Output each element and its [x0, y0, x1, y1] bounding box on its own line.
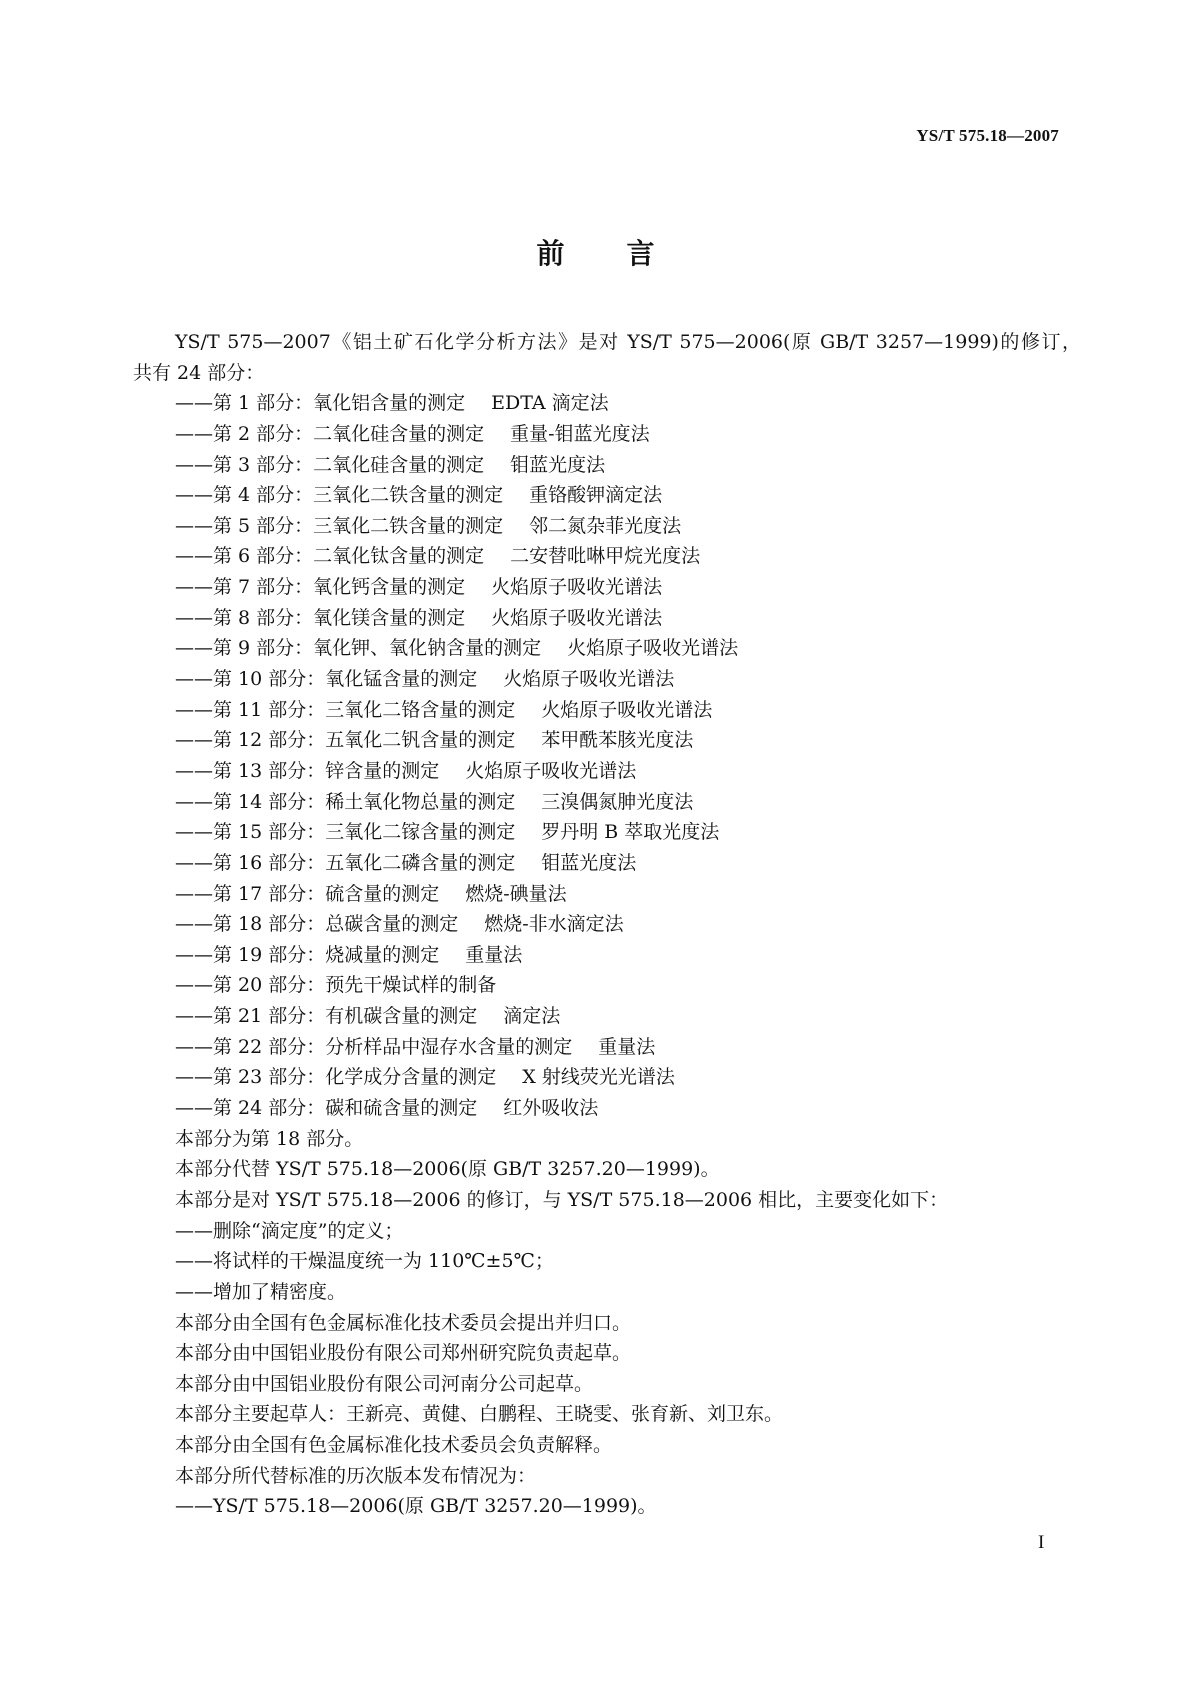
part-method: 钼蓝光度法 [510, 453, 606, 476]
part-label: ——第 23 部分：化学成分含量的测定 [175, 1066, 497, 1089]
part-list-item [133, 817, 1081, 848]
part-label: ——第 9 部分：氧化钾、氧化钠含量的测定 [175, 637, 542, 660]
part-label: ——第 5 部分：三氧化二铁含量的测定 [175, 514, 504, 537]
part-method: 二安替吡啉甲烷光度法 [510, 545, 701, 568]
part-list-item [133, 695, 1081, 726]
part-method: 重量-钼蓝光度法 [510, 422, 650, 445]
closing-paragraph: 本部分是对 YS/T 575.18—2006 的修订，与 YS/T 575.18—2006 相比，主要变化如下： [175, 1188, 949, 1211]
part-method: 火焰原子吸收光谱法 [491, 606, 663, 629]
closing-paragraph: 本部分由全国有色金属标准化技术委员会负责解释。 [175, 1434, 613, 1457]
part-list-item [133, 480, 1081, 511]
part-label: ——第 8 部分：氧化镁含量的测定 [175, 606, 466, 629]
closing-paragraph: 本部分为第 18 部分。 [175, 1127, 364, 1150]
part-list-item [133, 970, 1081, 1001]
part-list-item [133, 1032, 1081, 1063]
part-list-item [133, 419, 1081, 450]
closing-paragraph: 本部分所代替标准的历次版本发布情况为： [175, 1464, 537, 1487]
intro-line-1: YS/T 575—2007《铝土矿石化学分析方法》是对 YS/T 575—2006(原 GB/T 3257—1999)的修订， [175, 331, 1081, 353]
part-label: ——第 16 部分：五氧化二磷含量的测定 [175, 851, 516, 874]
part-list-item [133, 879, 1081, 910]
part-method: 罗丹明 B 萃取光度法 [541, 821, 720, 844]
intro-line-2: 共有 24 部分： [133, 361, 265, 384]
part-method: 火焰原子吸收光谱法 [541, 698, 713, 721]
part-label: ——第 6 部分：二氧化钛含量的测定 [175, 545, 485, 568]
part-label: ——第 24 部分：碳和硫含量的测定 [175, 1097, 478, 1120]
part-list-item [133, 1001, 1081, 1032]
part-list-item [133, 940, 1081, 971]
part-list-item [133, 848, 1081, 879]
standard-number-header: YS/T 575.18—2007 [916, 126, 1059, 145]
part-list-item [133, 1062, 1081, 1093]
part-method: 红外吸收法 [503, 1097, 599, 1120]
part-label: ——第 14 部分：稀土氧化物总量的测定 [175, 790, 516, 813]
part-label: ——第 11 部分：三氧化二铬含量的测定 [175, 698, 516, 721]
part-label: ——第 13 部分：锌含量的测定 [175, 759, 440, 782]
part-label: ——第 18 部分：总碳含量的测定 [175, 913, 459, 936]
part-label: ——第 12 部分：五氧化二钒含量的测定 [175, 729, 516, 752]
closing-paragraph: 本部分主要起草人：王新亮、黄健、白鹏程、王晓雯、张育新、刘卫东。 [175, 1403, 784, 1426]
part-method: X 射线荧光光谱法 [522, 1066, 675, 1089]
part-list-item [133, 664, 1081, 695]
closing-paragraph: ——增加了精密度。 [175, 1280, 347, 1303]
part-list-item [133, 541, 1081, 572]
part-list-item [133, 450, 1081, 481]
part-method: 滴定法 [503, 1005, 561, 1028]
closing-paragraph: ——删除“滴定度”的定义； [175, 1219, 404, 1242]
part-method: 钼蓝光度法 [541, 851, 637, 874]
part-label: ——第 3 部分：二氧化硅含量的测定 [175, 453, 485, 476]
part-label: ——第 20 部分：预先干燥试样的制备 [175, 974, 497, 997]
part-method: 邻二氮杂菲光度法 [529, 514, 682, 537]
part-method: 火焰原子吸收光谱法 [491, 576, 663, 599]
part-list-item [133, 603, 1081, 634]
part-method: 重量法 [465, 943, 523, 966]
closing-paragraph: 本部分由全国有色金属标准化技术委员会提出并归口。 [175, 1311, 632, 1334]
page-title [0, 232, 1191, 272]
part-label: ——第 7 部分：氧化钙含量的测定 [175, 576, 466, 599]
part-list-item [133, 756, 1081, 787]
part-list-item [133, 633, 1081, 664]
title-char-2: 言 [626, 237, 655, 270]
part-method: 火焰原子吸收光谱法 [503, 668, 675, 691]
part-label: ——第 2 部分：二氧化硅含量的测定 [175, 422, 485, 445]
part-method: 燃烧-碘量法 [465, 882, 567, 905]
part-list-item [133, 909, 1081, 940]
document-body [133, 327, 1081, 1522]
part-method: EDTA 滴定法 [491, 392, 609, 415]
part-label: ——第 19 部分：烧减量的测定 [175, 943, 440, 966]
part-method: 苯甲酰苯胲光度法 [541, 729, 694, 752]
part-label: ——第 1 部分：氧化铝含量的测定 [175, 392, 466, 415]
part-method: 重量法 [598, 1035, 656, 1058]
part-label: ——第 15 部分：三氧化二镓含量的测定 [175, 821, 516, 844]
part-method: 三溴偶氮胂光度法 [541, 790, 694, 813]
closing-paragraph: ——YS/T 575.18—2006(原 GB/T 3257.20—1999)。 [175, 1495, 657, 1518]
part-label: ——第 17 部分：硫含量的测定 [175, 882, 440, 905]
part-label: ——第 4 部分：三氧化二铁含量的测定 [175, 484, 504, 507]
part-list-item [133, 511, 1081, 542]
part-list-item [133, 1093, 1081, 1124]
part-list-item [133, 572, 1081, 603]
part-method: 燃烧-非水滴定法 [484, 913, 624, 936]
part-label: ——第 10 部分：氧化锰含量的测定 [175, 668, 478, 691]
part-label: ——第 22 部分：分析样品中湿存水含量的测定 [175, 1035, 573, 1058]
closing-paragraph: 本部分代替 YS/T 575.18—2006(原 GB/T 3257.20—1999)。 [175, 1158, 720, 1181]
title-char-1: 前 [536, 237, 565, 270]
parts-list [133, 388, 1081, 1123]
part-method: 重铬酸钾滴定法 [529, 484, 663, 507]
part-list-item [133, 388, 1081, 419]
part-label: ——第 21 部分：有机碳含量的测定 [175, 1005, 478, 1028]
closing-paragraph: ——将试样的干燥温度统一为 110℃±5℃； [175, 1250, 554, 1273]
part-list-item [133, 787, 1081, 818]
closing-paragraphs [133, 1124, 1081, 1522]
part-list-item [133, 725, 1081, 756]
part-method: 火焰原子吸收光谱法 [567, 637, 739, 660]
closing-paragraph: 本部分由中国铝业股份有限公司郑州研究院负责起草。 [175, 1342, 632, 1365]
part-method: 火焰原子吸收光谱法 [465, 759, 637, 782]
page-number: I [1038, 1532, 1045, 1553]
closing-paragraph: 本部分由中国铝业股份有限公司河南分公司起草。 [175, 1372, 594, 1395]
